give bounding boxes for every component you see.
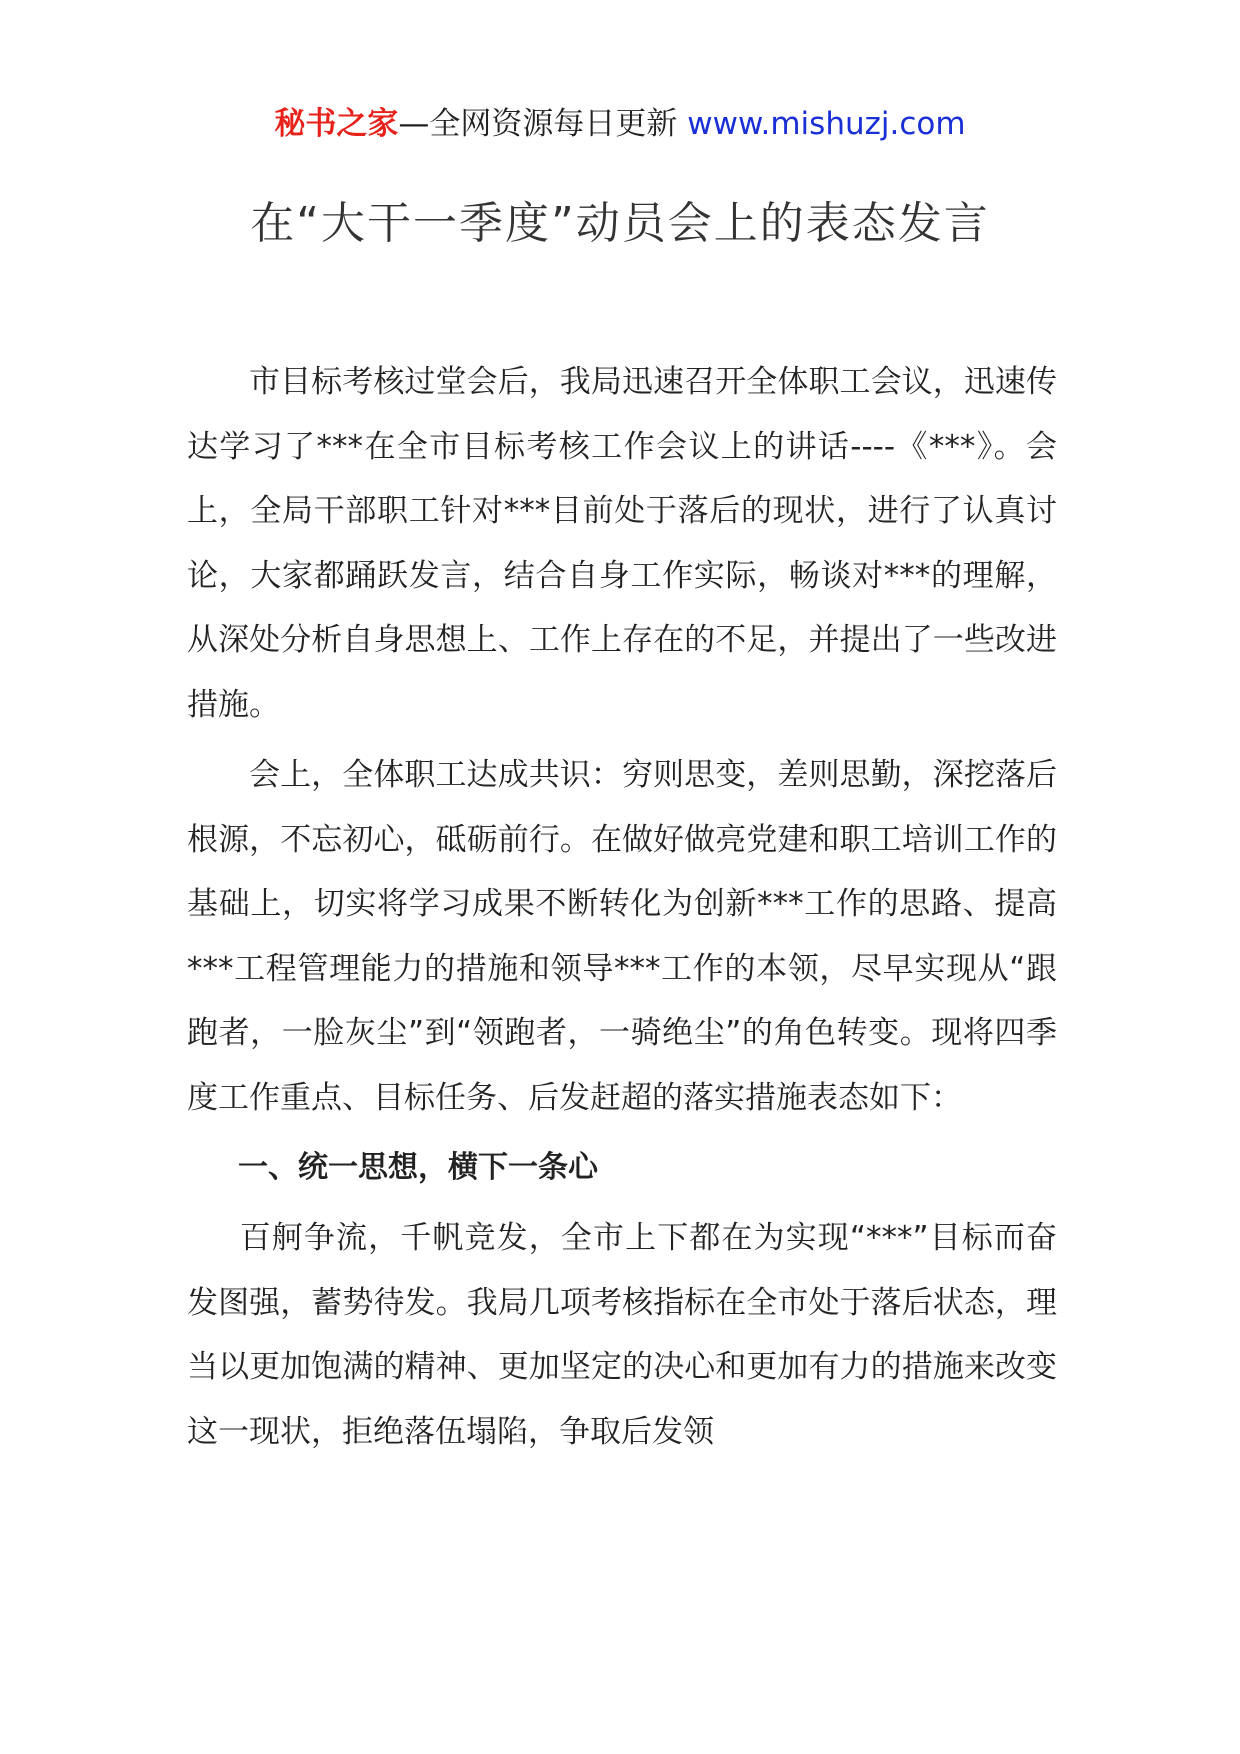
header-slogan: —全网资源每日更新	[398, 106, 678, 142]
paragraph-consensus: 会上，全体职工达成共识：穷则思变，差则思勤，深挖落后根源，不忘初心，砥砺前行。在做好做亮党建和职工培训工作的基础上，切实将学习成果不断转化为创新***工作的思路、提高***工程管理能力的措施和领导***工作的本领，尽早实现从“跟跑者，一脸灰尘”到“领跑者，一骑绝尘”的角色转变。现将四季度工作重点、目标任务、后发赶超的落实措施表态如下：	[187, 757, 1057, 1116]
site-header	[0, 100, 1240, 148]
section-heading-1: 一、统一思想，横下一条心	[238, 1150, 598, 1185]
document-body	[187, 350, 1057, 1470]
document-title: 在“大干一季度”动员会上的表态发言	[250, 198, 990, 249]
site-url-link[interactable]: www.mishuzj.com	[687, 106, 966, 142]
paragraph-intro: 市目标考核过堂会后，我局迅速召开全体职工会议，迅速传达学习了***在全市目标考核工作会议上的讲话----《***》。会上，全局干部职工针对***目前处于落后的现状，进行了认真讨论，大家都踊跃发言，结合自身工作实际，畅谈对***的理解，从深处分析自身思想上、工作上存在的不足，并提出了一些改进措施。	[187, 364, 1057, 723]
paragraph-section-1: 百舸争流，千帆竞发，全市上下都在为实现“***”目标而奋发图强，蓄势待发。我局几项考核指标在全市处于落后状态，理当以更加饱满的精神、更加坚定的决心和更加有力的措施来改变这一现状，拒绝落伍塌陷，争取后发领	[187, 1220, 1057, 1450]
brand-name: 秘书之家	[274, 106, 399, 142]
